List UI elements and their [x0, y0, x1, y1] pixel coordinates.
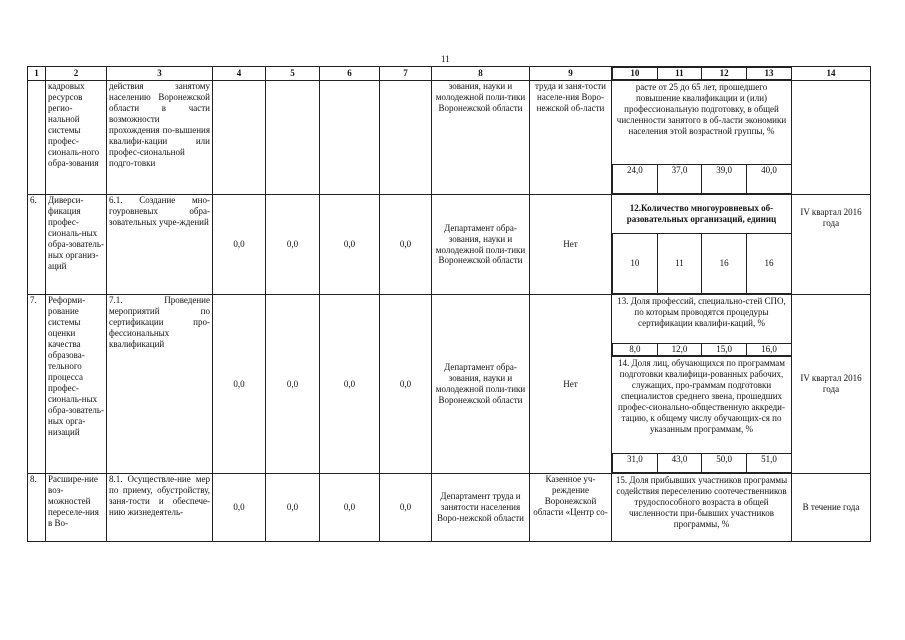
indicator-text: 13. Доля профессий, специально-стей СПО, по которым проводятся процедуры сертификации квалифи-каций, % [617, 296, 786, 328]
co-executor-text: труда и заня-тости населе-ния Воро-нежской об-ласти [530, 81, 612, 195]
co-executor-text: Нет [530, 195, 612, 295]
deadline-text [792, 81, 871, 195]
funding-cell: 0,0 [266, 295, 320, 474]
row-number: 8. [28, 473, 46, 541]
indicator-cell [612, 81, 792, 195]
measure-text: действия занятому населению Воронежской области в части возможности прохождения по-вышения квалифи-кации или профес-сиональной подго-товки [107, 81, 213, 195]
indicator-value: 51,0 [746, 453, 791, 472]
funding-cell: 0,0 [320, 295, 380, 474]
deadline-text: IV квартал 2016 года [792, 295, 871, 474]
funding-cell: 0,0 [380, 195, 432, 295]
indicator-value: 12,0 [657, 344, 702, 356]
indicator-value: 43,0 [657, 453, 702, 472]
indicator-value: 10 [613, 234, 658, 294]
executor-text: Департамент труда и занятости населения Воро-нежской области [432, 473, 530, 541]
measure-text: 6.1. Создание мно-гоуровневых обра-зовательных учре-ждений [107, 195, 213, 295]
deadline-text: В течение года [792, 473, 871, 541]
indicator-value: 50,0 [702, 453, 747, 472]
measure-text: 8.1. Осуществле-ние мер по приему, обустройству, заня-тости и обеспече-нию жизнедеятель- [107, 473, 213, 541]
column-header: 10 [613, 68, 658, 80]
column-header-group [612, 67, 792, 81]
table-row [28, 295, 871, 474]
executor-text: Департамент обра-зования, науки и молодежной поли-тики Воронежской области [432, 195, 530, 295]
task-name: Реформи-рование системы оценки качества образова-тельного процесса профес-сиональ-ных обра-зователь-ных орга-низаций [46, 295, 107, 474]
column-header: 2 [46, 67, 107, 81]
indicator-value: 40,0 [746, 165, 791, 194]
column-header: 11 [657, 68, 702, 80]
co-executor-text: Нет [530, 295, 612, 474]
funding-cell [320, 81, 380, 195]
indicator-text: 14. Доля лиц, обучающихся по программам подготовки квалифици-рованных рабочих, служащих, про-граммам подготовки специалистов среднего звена, прошедших профес-сионально-общественную аккреди-тацию, к общему числу обучающих-ся по указанным программам, % [612, 356, 791, 453]
task-name: Диверси-фикация профес-сиональ-ных обра-зователь-ных организ-аций [46, 195, 107, 295]
funding-cell: 0,0 [380, 295, 432, 474]
indicator-text: 12.Количество многоуровневых об-разовательных организаций, единиц [626, 203, 777, 224]
executor-text: зования, науки и молодежной поли-тики Воронежской области [432, 81, 530, 195]
indicator-value: 8,0 [613, 344, 658, 356]
indicator-value: 24,0 [613, 165, 658, 194]
indicator-text: расте от 25 до 65 лет, прошедшего повышение квалификации и (или) профессиональную подготовку, в общей численности занятого в об-ласти экономики населения этой возрастной группы, % [616, 82, 787, 136]
row-number [28, 81, 46, 195]
column-header: 1 [28, 67, 46, 81]
task-name: Расшире-ние воз-можностей переселе-ния в Во- [46, 473, 107, 541]
funding-cell: 0,0 [213, 295, 266, 474]
column-header: 5 [266, 67, 320, 81]
column-header: 8 [432, 67, 530, 81]
indicator-value: 16,0 [746, 344, 791, 356]
funding-cell [380, 81, 432, 195]
funding-cell: 0,0 [266, 473, 320, 541]
deadline-text: IV квартал 2016 года [792, 195, 871, 295]
page-number: 11 [441, 54, 450, 64]
funding-cell [266, 81, 320, 195]
indicator-value: 37,0 [657, 165, 702, 194]
indicator-cell [612, 295, 792, 474]
table-row [28, 81, 871, 195]
task-name: кадровых ресурсов регио-нальной системы профес-сиональ-ного обра-зования [46, 81, 107, 195]
funding-cell [213, 81, 266, 195]
column-header: 9 [530, 67, 612, 81]
column-header: 13 [746, 68, 791, 80]
row-number: 7. [28, 295, 46, 474]
executor-text: Департамент обра-зования, науки и молодежной поли-тики Воронежской области [432, 295, 530, 474]
funding-cell: 0,0 [380, 473, 432, 541]
column-header: 3 [107, 67, 213, 81]
indicator-text: 15. Доля прибывших участников программы содействия переселению соотечественников трудоспособного возраста в общей численности при-бывших участников программы, % [615, 474, 788, 529]
indicator-value: 16 [746, 234, 791, 294]
table-row [28, 195, 871, 295]
funding-cell: 0,0 [320, 195, 380, 295]
co-executor-text: Казенное уч-реждение Воронежской области «Центр со- [530, 473, 612, 541]
indicator-cell [612, 195, 792, 295]
header-row [28, 67, 871, 81]
indicator-value: 15,0 [702, 344, 747, 356]
funding-cell: 0,0 [213, 473, 266, 541]
program-table [27, 66, 871, 542]
indicator-value: 11 [657, 234, 702, 294]
indicator-value: 39,0 [702, 165, 747, 194]
column-header: 6 [320, 67, 380, 81]
column-header: 7 [380, 67, 432, 81]
column-header: 14 [792, 67, 871, 81]
funding-cell: 0,0 [266, 195, 320, 295]
row-number: 6. [28, 195, 46, 295]
funding-cell: 0,0 [320, 473, 380, 541]
funding-cell: 0,0 [213, 195, 266, 295]
column-header: 12 [702, 68, 747, 80]
column-header: 4 [213, 67, 266, 81]
indicator-value: 16 [702, 234, 747, 294]
table-row [28, 473, 871, 541]
indicator-value: 31,0 [613, 453, 658, 472]
measure-text: 7.1. Проведение мероприятий по сертификации про-фессиональных квалификаций [107, 295, 213, 474]
indicator-cell [612, 473, 792, 541]
